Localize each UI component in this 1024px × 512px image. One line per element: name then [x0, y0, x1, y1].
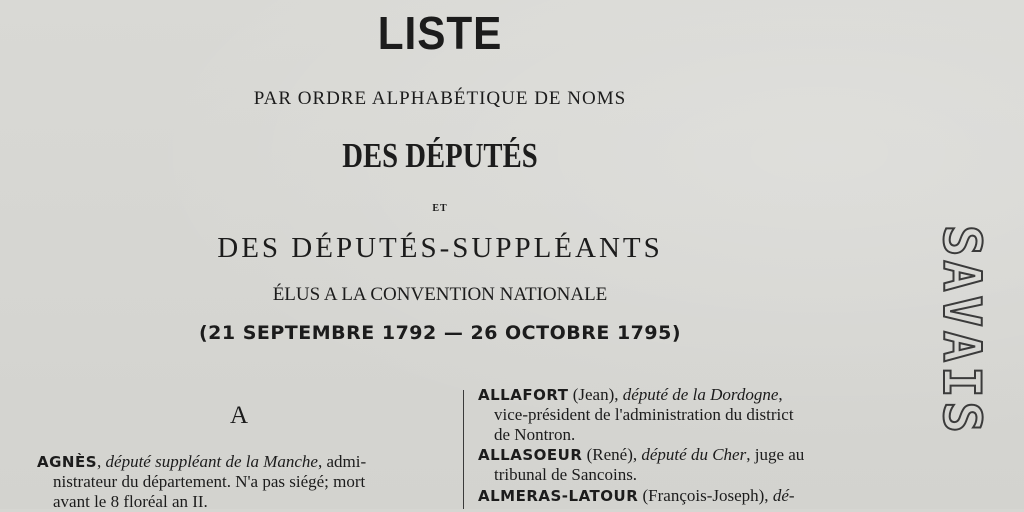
subtitle-dates: (21 SEPTEMBRE 1792 — 26 OCTOBRE 1795): [198, 322, 682, 344]
entry-name: ALLASOEUR: [478, 446, 583, 464]
subtitle-et: ET: [432, 203, 448, 214]
entry-text: (Jean),: [568, 385, 623, 404]
page-title: LISTE: [377, 7, 503, 59]
entry-role: député de la Dordogne: [622, 385, 779, 404]
section-letter: A: [230, 402, 249, 429]
entry-name: AGNÈS: [37, 453, 98, 471]
entry-text: ,: [778, 385, 783, 404]
entry-line: nistrateur du département. N'a pas siégé; mort: [53, 472, 366, 491]
entry-line: de Nontron.: [494, 425, 576, 444]
entry-line: vice-président de l'administration du district: [494, 405, 794, 424]
entry-text: , juge au: [746, 445, 805, 464]
entry-role: député du Cher: [641, 445, 747, 464]
subtitle-alphabetical: PAR ORDRE ALPHABÉTIQUE DE NOMS: [253, 88, 627, 109]
perforation-stamp-text: SAVAIS: [931, 225, 991, 437]
entry-text: ,: [97, 452, 106, 471]
entry-text: , admi-: [317, 452, 367, 471]
entry-almeras: [478, 486, 795, 506]
entry-name: ALLAFORT: [478, 386, 569, 404]
entry-text: (René),: [582, 445, 642, 464]
entry-text: (François-Joseph),: [638, 486, 773, 505]
entry-role: dé-: [772, 486, 795, 505]
entry-agnes: [37, 452, 366, 512]
perforation-stamp: [931, 225, 991, 495]
subtitle-deputes: DES DÉPUTÉS: [342, 136, 538, 175]
entry-line: avant le 8 floréal an II.: [53, 492, 208, 511]
entry-allasoeur: [478, 445, 804, 485]
subtitle-suppleants: DES DÉPUTÉS-SUPPLÉANTS: [217, 232, 663, 264]
entry-line: tribunal de Sancoins.: [494, 465, 638, 484]
entry-name: ALMERAS-LATOUR: [478, 487, 639, 505]
entry-allafort: [478, 385, 794, 445]
entry-role: député suppléant de la Manche: [105, 452, 318, 471]
subtitle-convention: ÉLUS A LA CONVENTION NATIONALE: [272, 284, 608, 305]
column-divider: [463, 390, 464, 509]
